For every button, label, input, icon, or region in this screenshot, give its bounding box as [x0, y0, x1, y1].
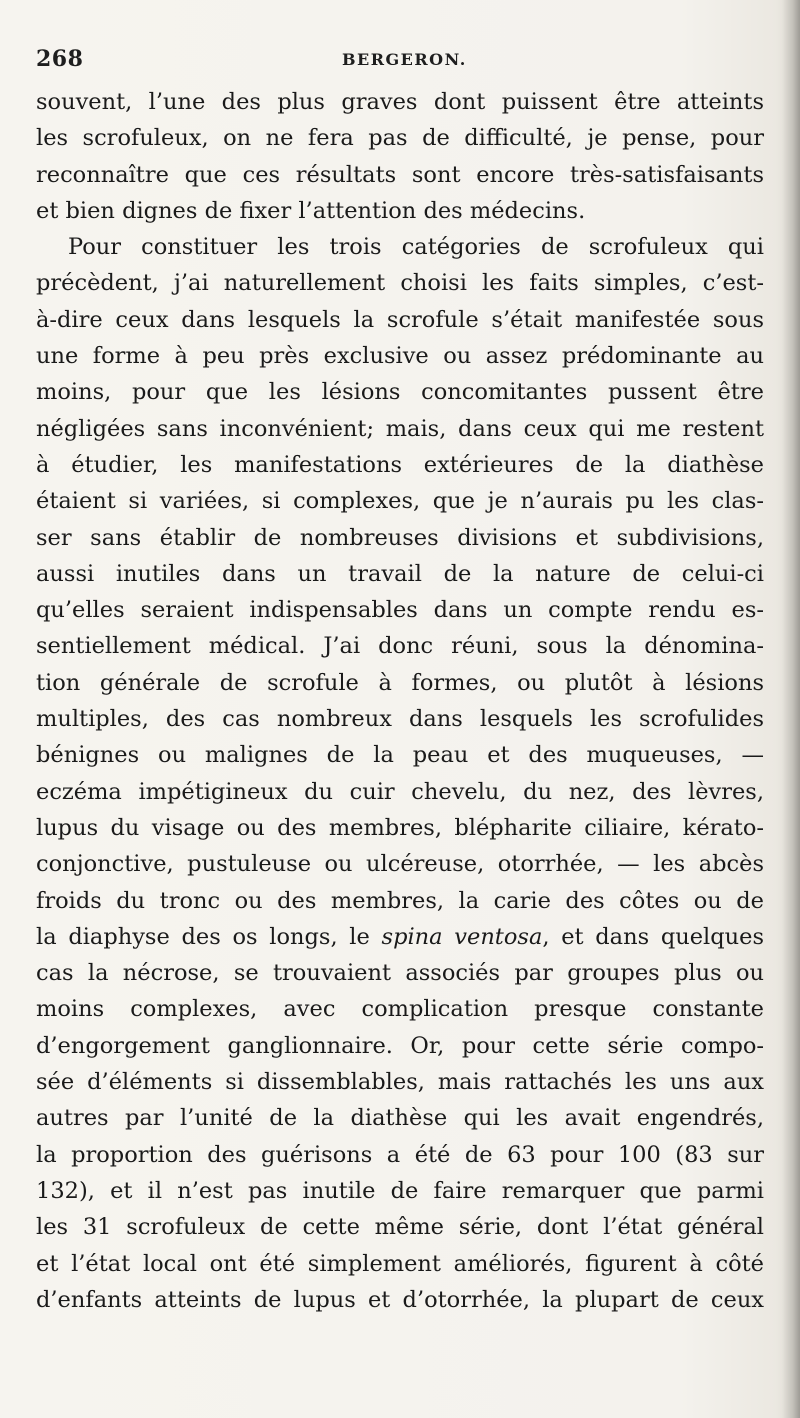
text-line: eczéma impétigineux du cuir chevelu, du nez, des lèvres, [36, 778, 764, 805]
text-line [36, 919, 764, 955]
text-line: et l’état local ont été simplement améliorés, figurent à côté [36, 1250, 764, 1277]
text-run: , et dans quelques [542, 923, 764, 950]
text-line: à-dire ceux dans lesquels la scrofule s’était manifestée sous [36, 306, 764, 333]
text-line: sentiellement médical. J’ai donc réuni, sous la dénomina- [36, 633, 764, 660]
text-line: reconnaître que ces résultats sont encore très-satisfaisants [36, 161, 764, 188]
text-line: précèdent, j’ai naturellement choisi les faits simples, c’est- [36, 270, 764, 297]
text-line: froids du tronc ou des membres, la carie des côtes ou de [36, 887, 764, 914]
text-line: et bien dignes de fixer l’attention des médecins. [36, 197, 586, 224]
running-head: BERGERON. [342, 50, 467, 69]
text-line: 132), et il n’est pas inutile de faire remarquer que parmi [36, 1177, 764, 1204]
body-text [36, 84, 764, 1318]
page-number: 268 [36, 46, 84, 72]
text-line: souvent, l’une des plus graves dont puissent être atteints [36, 89, 764, 115]
text-line: cas la nécrose, se trouvaient associés par groupes plus ou [36, 960, 764, 987]
text-line: les scrofuleux, on ne fera pas de difficulté, je pense, pour [36, 125, 764, 152]
text-line: qu’elles seraient indispensables dans un compte rendu es- [36, 597, 764, 624]
text-line: ser sans établir de nombreuses divisions et subdivisions, [36, 524, 764, 551]
text-line: moins, pour que les lésions concomitantes pussent être [36, 379, 764, 406]
text-line: lupus du visage ou des membres, blépharite ciliaire, kérato- [36, 814, 764, 841]
text-line: d’enfants atteints de lupus et d’otorrhée, la plupart de ceux [36, 1286, 764, 1313]
text-line: multiples, des cas nombreux dans lesquels les scrofulides [36, 706, 764, 733]
text-line: bénignes ou malignes de la peau et des muqueuses, — [36, 742, 764, 769]
text-line: négligées sans inconvénient; mais, dans ceux qui me restent [36, 415, 764, 442]
text-line: une forme à peu près exclusive ou assez prédominante au [36, 343, 764, 370]
text-line: moins complexes, avec complication presque constante [36, 996, 764, 1023]
text-line: tion générale de scrofule à formes, ou plutôt à lésions [36, 669, 764, 696]
italic-term: spina ventosa [381, 923, 543, 950]
text-run: la diaphyse des os longs, le [36, 923, 382, 950]
text-line: sée d’éléments si dissemblables, mais rattachés les uns aux [36, 1069, 764, 1096]
page-header [36, 40, 776, 80]
text-line: les 31 scrofuleux de cette même série, dont l’état général [36, 1214, 764, 1241]
text-line: Pour constituer les trois catégories de scrofuleux qui [68, 234, 764, 261]
text-line: à étudier, les manifestations extérieures de la diathèse [36, 451, 764, 478]
text-line: d’engorgement ganglionnaire. Or, pour cette série compo- [36, 1032, 764, 1059]
text-line: conjonctive, pustuleuse ou ulcéreuse, otorrhée, — les abcès [36, 851, 764, 878]
text-line: aussi inutiles dans un travail de la nature de celui-ci [36, 560, 764, 587]
text-line: étaient si variées, si complexes, que je n’aurais pu les clas- [36, 488, 764, 515]
binding-shadow [782, 0, 800, 1418]
text-line: la proportion des guérisons a été de 63 pour 100 (83 sur [36, 1141, 764, 1168]
text-line: autres par l’unité de la diathèse qui les avait engendrés, [36, 1105, 764, 1132]
